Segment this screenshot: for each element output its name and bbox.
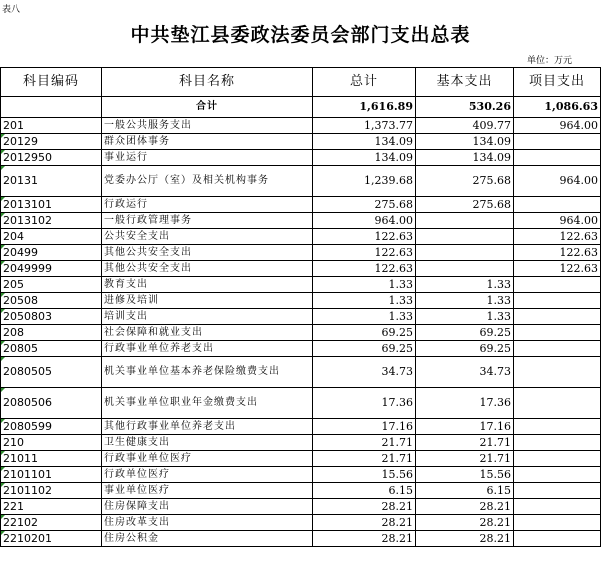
cell-marker-icon	[1, 451, 5, 455]
total-cell: 21.71	[313, 451, 416, 467]
basic-cell: 6.15	[416, 483, 514, 499]
table-row	[1, 309, 601, 325]
table-row	[1, 277, 601, 293]
table-row	[1, 451, 601, 467]
project-cell	[514, 197, 601, 213]
total-cell: 1,239.68	[313, 166, 416, 197]
header-total: 总计	[313, 68, 416, 97]
code-cell	[1, 277, 102, 293]
name-cell: 其他公共安全支出	[102, 261, 313, 277]
table-row	[1, 325, 601, 341]
project-cell	[514, 483, 601, 499]
name-cell: 一般行政管理事务	[102, 213, 313, 229]
table-header-row	[1, 68, 601, 97]
code-text: 20508	[3, 293, 38, 307]
code-text: 2080505	[3, 365, 52, 378]
table-row	[1, 213, 601, 229]
project-cell: 122.63	[514, 261, 601, 277]
table-row	[1, 515, 601, 531]
basic-cell	[416, 213, 514, 229]
basic-cell	[416, 229, 514, 245]
name-cell: 培训支出	[102, 309, 313, 325]
code-cell	[1, 531, 102, 547]
project-cell	[514, 134, 601, 150]
table-row	[1, 341, 601, 357]
code-cell	[1, 229, 102, 245]
total-cell: 28.21	[313, 499, 416, 515]
project-cell: 964.00	[514, 118, 601, 134]
table-row	[1, 293, 601, 309]
table-body	[1, 97, 601, 547]
cell-marker-icon	[1, 357, 5, 361]
cell-marker-icon	[1, 388, 5, 392]
table-row	[1, 531, 601, 547]
project-cell: 964.00	[514, 166, 601, 197]
name-cell: 行政运行	[102, 197, 313, 213]
code-cell	[1, 325, 102, 341]
project-cell	[514, 325, 601, 341]
table-row	[1, 118, 601, 134]
project-cell	[514, 309, 601, 325]
basic-cell: 28.21	[416, 515, 514, 531]
total-total: 1,616.89	[313, 97, 416, 118]
cell-marker-icon	[1, 531, 5, 535]
code-cell	[1, 435, 102, 451]
table-row	[1, 499, 601, 515]
name-cell: 住房保障支出	[102, 499, 313, 515]
basic-cell: 134.09	[416, 150, 514, 166]
code-cell	[1, 499, 102, 515]
total-cell: 28.21	[313, 531, 416, 547]
project-cell	[514, 499, 601, 515]
cell-marker-icon	[1, 419, 5, 423]
total-cell: 6.15	[313, 483, 416, 499]
total-cell: 1.33	[313, 309, 416, 325]
code-cell	[1, 451, 102, 467]
cell-marker-icon	[1, 293, 5, 297]
cell-marker-icon	[1, 309, 5, 313]
code-cell	[1, 166, 102, 197]
table-row	[1, 166, 601, 197]
cell-marker-icon	[1, 483, 5, 487]
table-row	[1, 419, 601, 435]
code-text: 20131	[3, 174, 38, 187]
total-cell: 122.63	[313, 245, 416, 261]
total-cell: 28.21	[313, 515, 416, 531]
project-cell	[514, 531, 601, 547]
basic-cell: 1.33	[416, 309, 514, 325]
cell-marker-icon	[1, 467, 5, 471]
project-cell: 964.00	[514, 213, 601, 229]
code-text: 2012950	[3, 150, 52, 164]
name-cell: 行政单位医疗	[102, 467, 313, 483]
table-row	[1, 483, 601, 499]
name-cell: 住房公积金	[102, 531, 313, 547]
table-row	[1, 388, 601, 419]
total-cell: 1.33	[313, 277, 416, 293]
name-cell: 行政事业单位养老支出	[102, 341, 313, 357]
name-cell: 群众团体事务	[102, 134, 313, 150]
basic-cell	[416, 261, 514, 277]
code-text: 2080599	[3, 419, 52, 433]
header-project: 项目支出	[514, 68, 601, 97]
code-cell	[1, 213, 102, 229]
table-row	[1, 357, 601, 388]
code-cell	[1, 150, 102, 166]
basic-cell: 275.68	[416, 166, 514, 197]
total-cell: 122.63	[313, 261, 416, 277]
code-text: 2049999	[3, 261, 52, 275]
cell-marker-icon	[1, 341, 5, 345]
cell-marker-icon	[1, 134, 5, 138]
basic-cell: 28.21	[416, 499, 514, 515]
total-cell: 34.73	[313, 357, 416, 388]
project-cell	[514, 150, 601, 166]
code-cell	[1, 261, 102, 277]
code-cell	[1, 357, 102, 388]
code-text: 20129	[3, 134, 38, 148]
code-cell	[1, 341, 102, 357]
total-cell: 964.00	[313, 213, 416, 229]
code-text: 22102	[3, 515, 38, 529]
cell-marker-icon	[1, 166, 5, 170]
basic-cell: 17.16	[416, 419, 514, 435]
code-text: 2013102	[3, 213, 52, 227]
code-text: 2080506	[3, 396, 52, 409]
total-cell: 21.71	[313, 435, 416, 451]
code-text: 2101102	[3, 483, 52, 497]
table-row	[1, 261, 601, 277]
total-cell: 69.25	[313, 341, 416, 357]
page-title: 中共垫江县委政法委员会部门支出总表	[130, 24, 471, 46]
project-cell	[514, 467, 601, 483]
total-cell: 1.33	[313, 293, 416, 309]
total-row	[1, 97, 601, 118]
cell-marker-icon	[1, 515, 5, 519]
name-cell: 事业运行	[102, 150, 313, 166]
name-cell: 进修及培训	[102, 293, 313, 309]
project-cell	[514, 419, 601, 435]
name-cell: 其他行政事业单位养老支出	[102, 419, 313, 435]
project-cell	[514, 293, 601, 309]
code-cell	[1, 134, 102, 150]
code-text: 221	[3, 499, 24, 513]
code-cell	[1, 467, 102, 483]
code-text: 2101101	[3, 467, 52, 481]
total-label: 合计	[102, 97, 313, 118]
code-text: 208	[3, 325, 24, 339]
name-cell: 一般公共服务支出	[102, 118, 313, 134]
table-number-label: 表八	[2, 5, 21, 15]
name-cell: 教育支出	[102, 277, 313, 293]
name-cell: 事业单位医疗	[102, 483, 313, 499]
code-text: 2050803	[3, 309, 52, 323]
code-text: 210	[3, 435, 24, 449]
project-cell	[514, 341, 601, 357]
header-code: 科目编码	[1, 68, 102, 97]
name-cell: 党委办公厅（室）及相关机构事务	[102, 166, 313, 197]
basic-cell: 15.56	[416, 467, 514, 483]
project-cell	[514, 388, 601, 419]
code-cell	[1, 293, 102, 309]
total-basic: 530.26	[416, 97, 514, 118]
basic-cell: 34.73	[416, 357, 514, 388]
code-cell	[1, 419, 102, 435]
basic-cell: 69.25	[416, 341, 514, 357]
project-cell: 122.63	[514, 245, 601, 261]
code-text: 20499	[3, 245, 38, 259]
table-row	[1, 134, 601, 150]
total-cell: 275.68	[313, 197, 416, 213]
basic-cell: 1.33	[416, 277, 514, 293]
name-cell: 机关事业单位职业年金缴费支出	[102, 388, 313, 419]
cell-marker-icon	[1, 150, 5, 154]
project-cell	[514, 277, 601, 293]
cell-marker-icon	[1, 213, 5, 217]
table-row	[1, 150, 601, 166]
name-cell: 其他公共安全支出	[102, 245, 313, 261]
table-row	[1, 229, 601, 245]
code-text: 204	[3, 229, 24, 243]
project-cell: 122.63	[514, 229, 601, 245]
code-text: 201	[3, 118, 24, 132]
code-cell	[1, 245, 102, 261]
total-cell: 15.56	[313, 467, 416, 483]
code-text: 2210201	[3, 531, 52, 545]
basic-cell: 134.09	[416, 134, 514, 150]
code-text: 205	[3, 277, 24, 291]
code-cell	[1, 388, 102, 419]
cell-marker-icon	[1, 245, 5, 249]
basic-cell: 28.21	[416, 531, 514, 547]
table-row	[1, 435, 601, 451]
basic-cell: 1.33	[416, 293, 514, 309]
total-cell: 134.09	[313, 134, 416, 150]
table-row	[1, 467, 601, 483]
basic-cell: 69.25	[416, 325, 514, 341]
cell-marker-icon	[1, 197, 5, 201]
basic-cell: 275.68	[416, 197, 514, 213]
total-cell: 134.09	[313, 150, 416, 166]
total-code-cell	[1, 97, 102, 118]
name-cell: 住房改革支出	[102, 515, 313, 531]
total-cell: 17.36	[313, 388, 416, 419]
name-cell: 行政事业单位医疗	[102, 451, 313, 467]
table-row	[1, 245, 601, 261]
name-cell: 公共安全支出	[102, 229, 313, 245]
name-cell: 社会保障和就业支出	[102, 325, 313, 341]
table-row	[1, 197, 601, 213]
header-basic: 基本支出	[416, 68, 514, 97]
total-cell: 1,373.77	[313, 118, 416, 134]
basic-cell: 21.71	[416, 435, 514, 451]
code-cell	[1, 483, 102, 499]
basic-cell	[416, 245, 514, 261]
code-cell	[1, 118, 102, 134]
code-cell	[1, 515, 102, 531]
project-cell	[514, 435, 601, 451]
project-cell	[514, 357, 601, 388]
cell-marker-icon	[1, 261, 5, 265]
unit-label: 单位：万元	[527, 56, 573, 66]
basic-cell: 409.77	[416, 118, 514, 134]
basic-cell: 21.71	[416, 451, 514, 467]
header-name: 科目名称	[102, 68, 313, 97]
total-cell: 69.25	[313, 325, 416, 341]
code-text: 20805	[3, 341, 38, 355]
expenditure-table	[0, 67, 601, 547]
code-text: 21011	[3, 451, 38, 465]
total-project: 1,086.63	[514, 97, 601, 118]
project-cell	[514, 515, 601, 531]
total-cell: 17.16	[313, 419, 416, 435]
project-cell	[514, 451, 601, 467]
code-cell	[1, 197, 102, 213]
code-cell	[1, 309, 102, 325]
total-cell: 122.63	[313, 229, 416, 245]
name-cell: 机关事业单位基本养老保险缴费支出	[102, 357, 313, 388]
basic-cell: 17.36	[416, 388, 514, 419]
code-text: 2013101	[3, 197, 52, 211]
name-cell: 卫生健康支出	[102, 435, 313, 451]
